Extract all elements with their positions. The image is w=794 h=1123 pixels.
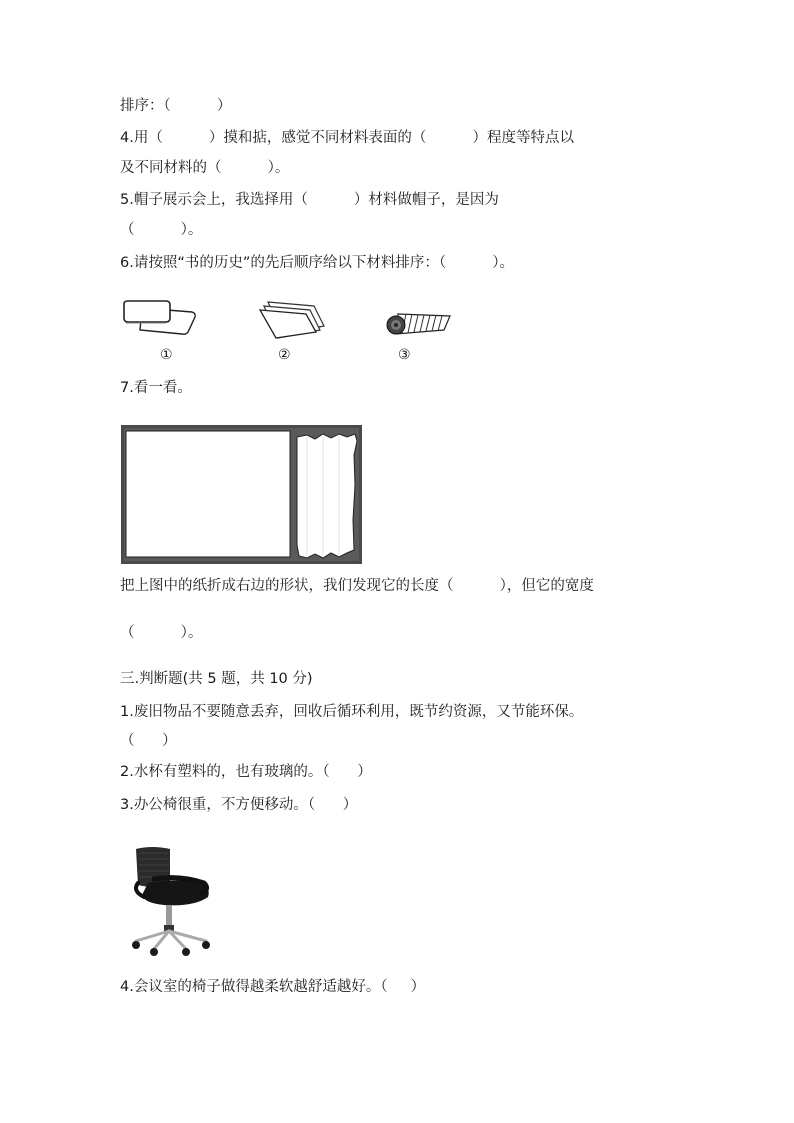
judgement-1-bracket: （ ） [120,733,177,749]
stone-tablet-icon [120,298,200,338]
question-7-text: 把上图中的纸折成右边的形状，我们发现它的长度（ ），但它的宽度 [120,578,594,594]
figure-label-2: ② [278,347,291,363]
judgement-1: 1.废旧物品不要随意丢弃，回收后循环利用，既节约资源，又节能环保。 [120,704,584,720]
figure-label-1: ① [160,347,173,363]
bamboo-scroll-icon [384,306,456,338]
paper-fold-figure [121,425,362,564]
question-4-cont: 及不同材料的（ ）。 [120,160,290,176]
judgement-4: 4.会议室的椅子做得越柔软越舒适越好。（ ） [120,979,426,995]
text-line-sort: 排序：（ ） [120,98,232,114]
section-title-judgement: 三.判断题(共 5 题，共 10 分) [120,671,313,687]
question-7-cont: （ ）。 [120,625,203,641]
question-5-cont: （ ）。 [120,222,203,238]
figure-label-3: ③ [398,347,411,363]
paper-sheets-icon [256,298,328,340]
question-5: 5.帽子展示会上，我选择用（ ）材料做帽子，是因为 [120,192,499,208]
office-chair-icon [124,845,216,957]
judgement-2: 2.水杯有塑料的，也有玻璃的。（ ） [120,764,372,780]
question-4: 4.用（ ）摸和掂，感觉不同材料表面的（ ）程度等特点以 [120,130,575,146]
judgement-3: 3.办公椅很重，不方便移动。（ ） [120,797,358,813]
question-6: 6.请按照“书的历史”的先后顺序给以下材料排序：（ ）。 [120,255,514,271]
question-7: 7.看一看。 [120,380,192,396]
